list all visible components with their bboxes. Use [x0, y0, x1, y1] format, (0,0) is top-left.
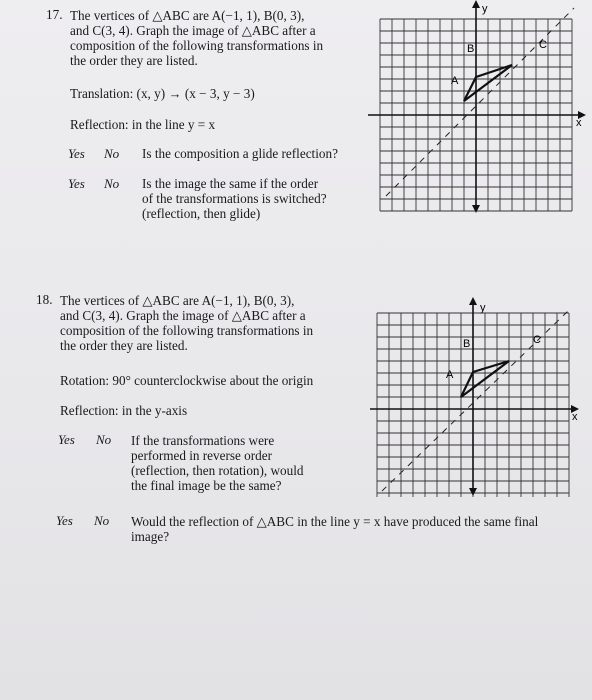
problem-18-line-3: composition of the following transformations in: [60, 323, 314, 338]
problem-18-q1-line-3: (reflection, then rotation), would: [131, 463, 304, 478]
y-axis-label: y: [480, 302, 486, 314]
problem-18-q1-line-4: the final image be the same?: [131, 478, 282, 493]
x-axis-label: x: [576, 117, 582, 129]
problem-18-q2-line-2: image?: [131, 529, 170, 544]
problem-18-coordinate-grid[interactable]: [370, 297, 586, 497]
problem-17-line-3: composition of the following transformations in: [70, 38, 324, 53]
problem-17-q1-yes[interactable]: Yes: [68, 146, 85, 161]
problem-17-q1-no[interactable]: No: [104, 146, 120, 161]
problem-17-translation: Translation: (x, y) → (x − 3, y − 3): [70, 86, 255, 101]
problem-18-q1-no[interactable]: No: [96, 432, 112, 447]
problem-18-number: 18.: [36, 292, 53, 307]
x-axis-label: x: [572, 411, 578, 423]
problem-18-q2-yes[interactable]: Yes: [56, 513, 73, 528]
axes: [368, 0, 586, 213]
point-c-label: C: [533, 334, 541, 346]
point-a-label: A: [451, 75, 459, 87]
problem-17-q2-line-2: of the transformations is switched?: [142, 191, 327, 206]
problem-18-line-4: the order they are listed.: [60, 338, 188, 353]
problem-18-q2-line-1: Would the reflection of △ABC in the line y = x have produced the same final: [131, 514, 539, 529]
point-a-label: A: [446, 369, 454, 381]
problem-18-q1-yes[interactable]: Yes: [58, 432, 75, 447]
line-y-equals-x: [386, 8, 574, 196]
problem-17-q1-text: Is the composition a glide reflection?: [142, 146, 338, 161]
problem-18-q1-line-1: If the transformations were: [131, 433, 275, 448]
problem-17-q2-line-3: (reflection, then glide): [142, 206, 261, 221]
problem-17-q2-no[interactable]: No: [104, 176, 120, 191]
problem-17-coordinate-grid[interactable]: [368, 0, 590, 216]
problem-17-number: 17.: [46, 7, 63, 22]
problem-17-line-4: the order they are listed.: [70, 53, 198, 68]
y-axis-label: y: [482, 3, 488, 15]
problem-17-line-1: The vertices of △ABC are A(−1, 1), B(0, 3),: [70, 8, 305, 23]
problem-17-reflection: Reflection: in the line y = x: [70, 117, 216, 132]
point-b-label: B: [463, 338, 471, 350]
problem-18-line-2: and C(3, 4). Graph the image of △ABC after a: [60, 308, 306, 323]
point-c-label: C: [539, 39, 547, 51]
problem-17-q2-yes[interactable]: Yes: [68, 176, 85, 191]
problem-18-q2-no[interactable]: No: [94, 513, 110, 528]
problem-18-reflection: Reflection: in the y-axis: [60, 403, 188, 418]
problem-17-q2-line-1: Is the image the same if the order: [142, 176, 319, 191]
problem-18-rotation: Rotation: 90° counterclockwise about the origin: [60, 373, 314, 388]
problem-18-line-1: The vertices of △ABC are A(−1, 1), B(0, 3),: [60, 293, 295, 308]
problem-17-line-2: and C(3, 4). Graph the image of △ABC after a: [70, 23, 316, 38]
point-b-label: B: [467, 43, 475, 55]
problem-18-q1-line-2: performed in reverse order: [131, 448, 272, 463]
